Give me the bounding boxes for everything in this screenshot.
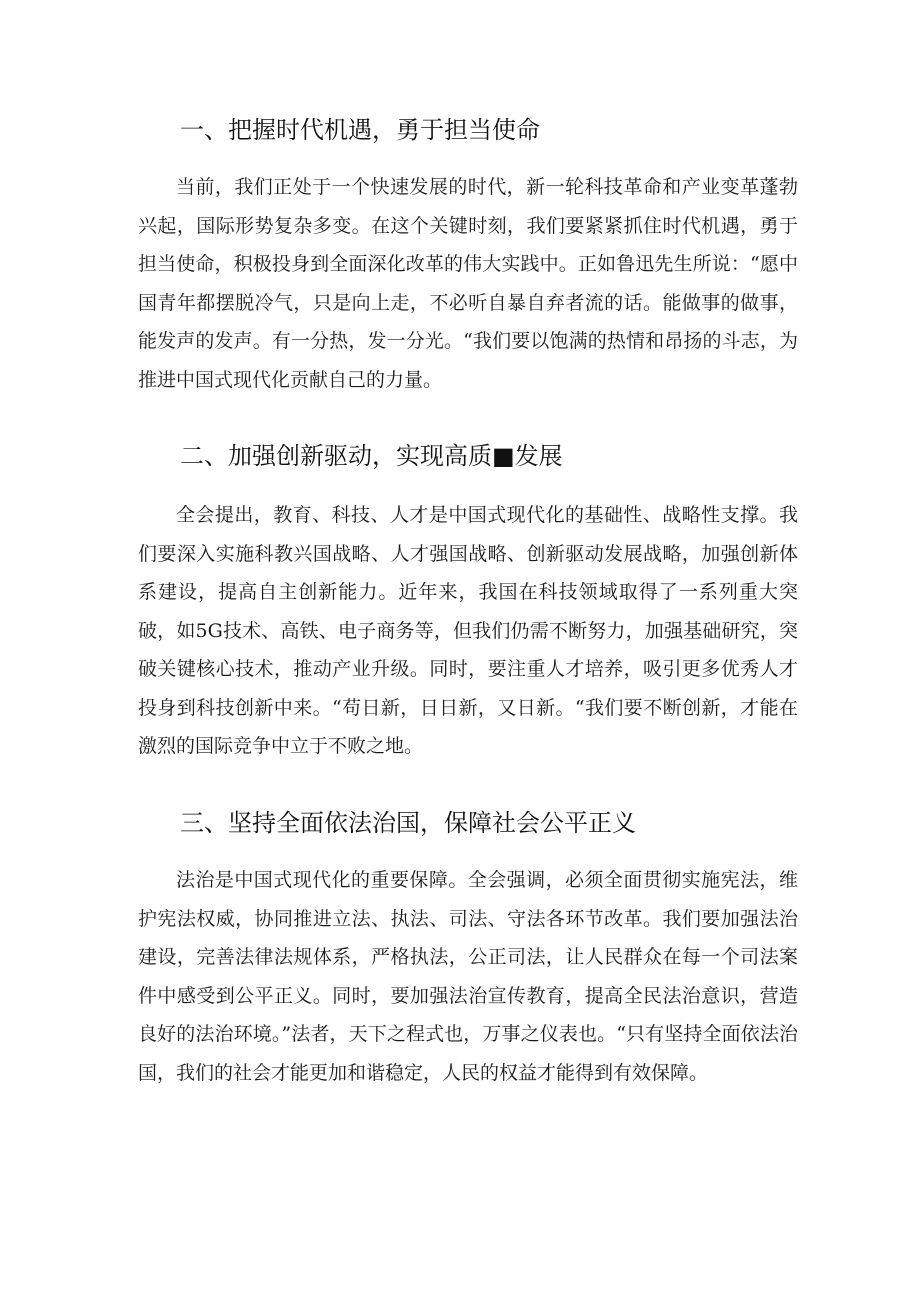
section-1-heading: 一、把握时代机遇，勇于担当使命 [180, 116, 540, 144]
section-1 [138, 114, 798, 399]
section-3-heading: 三、坚持全面依法治国，保障社会公平正义 [180, 809, 636, 837]
section-3 [138, 807, 798, 1092]
section-1-paragraph: 当前，我们正处于一个快速发展的时代，新一轮科技革命和产业变革蓬勃兴起，国际形势复杂多变。在这个关键时刻，我们要紧紧抓住时代机遇，勇于担当使命，积极投身到全面深化改革的伟大实践中。正如鲁迅先生所说：“愿中国青年都摆脱冷气，只是向上走，不必听自暴自弃者流的话。能做事的做事，能发声的发声。有一分热，发一分光。“我们要以饱满的热情和昂扬的斗志，为推进中国式现代化贡献自己的力量。 [138, 176, 798, 391]
section-3-paragraph: 法治是中国式现代化的重要保障。全会强调，必须全面贯彻实施宪法，维护宪法权威，协同推进立法、执法、司法、守法各环节改革。我们要加强法治建设，完善法律法规体系，严格执法，公正司法，让人民群众在每一个司法案件中感受到公平正义。同时，要加强法治宣传教育，提高全民法治意识，营造良好的法治环境。”法者，天下之程式也，万事之仪表也。“只有坚持全面依法治国，我们的社会才能更加和谐稳定，人民的权益才能得到有效保障。 [138, 869, 798, 1084]
section-2-paragraph: 全会提出，教育、科技、人才是中国式现代化的基础性、战略性支撑。我们要深入实施科教兴国战略、人才强国战略、创新驱动发展战略，加强创新体系建设，提高自主创新能力。近年来，我国在科技领域取得了一系列重大突破，如5G技术、高铁、电子商务等，但我们仍需不断努力，加强基础研究，突破关键核心技术，推动产业升级。同时，要注重人才培养，吸引更多优秀人才投身到科技创新中来。“苟日新，日日新，又日新。“我们要不断创新，才能在激烈的国际竞争中立于不败之地。 [138, 504, 798, 757]
section-2 [138, 440, 798, 766]
section-2-heading: 二、加强创新驱动，实现高质■发展 [180, 442, 563, 470]
